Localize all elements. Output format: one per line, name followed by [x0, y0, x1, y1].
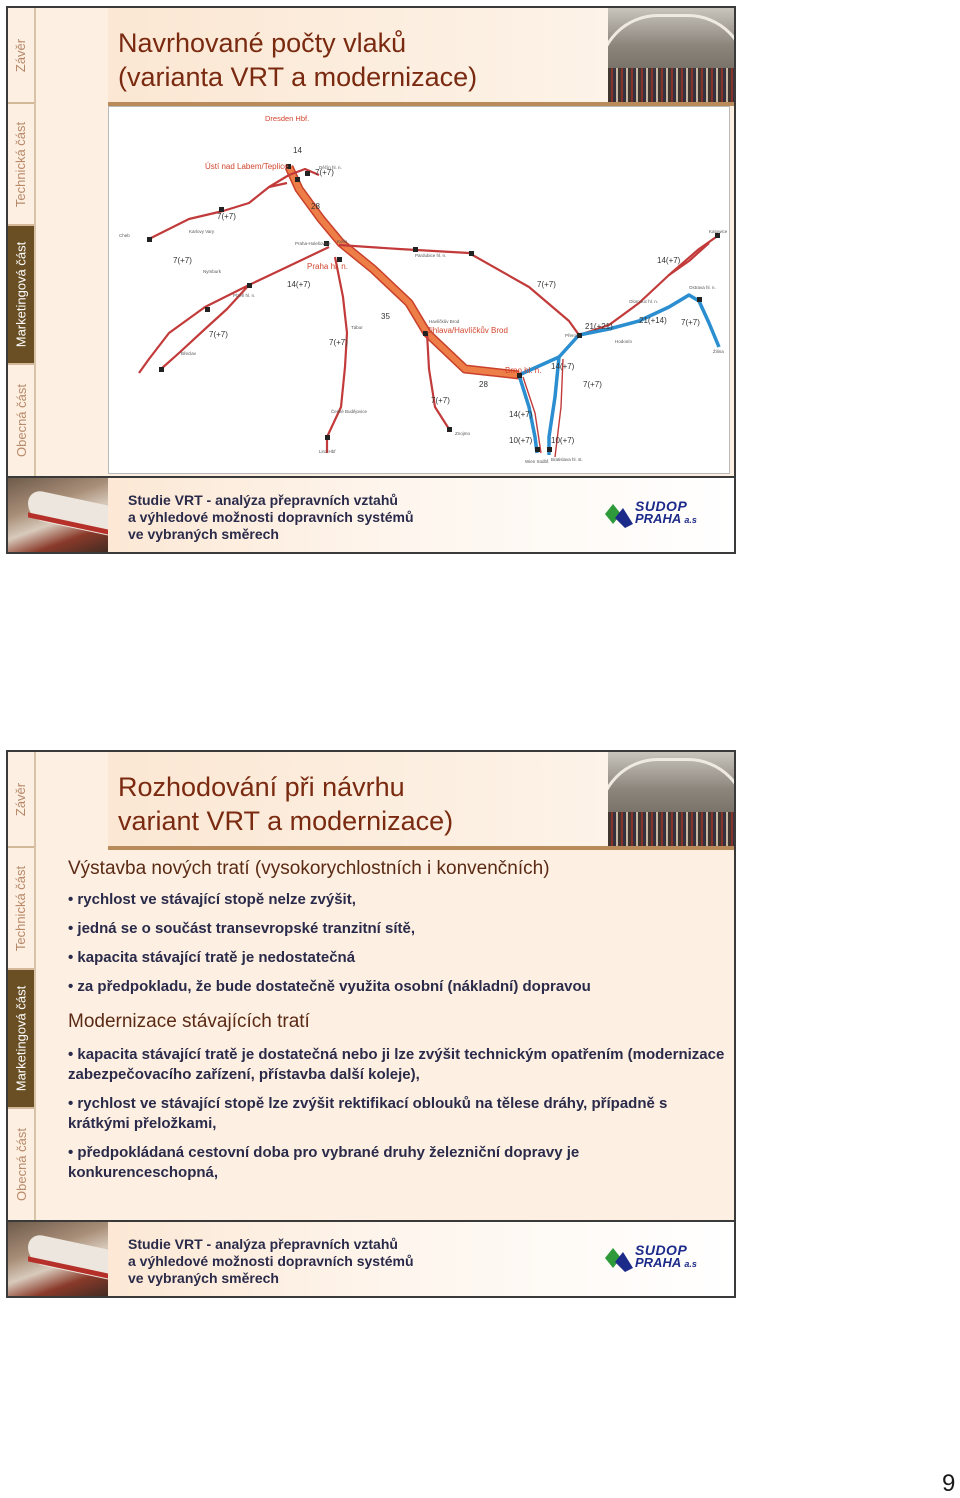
footer-study-title: Studie VRT - analýza přepravních vztahů a výhledové možnosti dopravních systémů ve vybraných směrech	[128, 492, 414, 542]
map-label-znojmo: Znojmo	[455, 431, 471, 436]
count-15: 10(+7)	[509, 436, 533, 445]
map-label-praha-holesovice: Praha-Holešovice	[295, 241, 331, 246]
count-12: 7(+7)	[537, 280, 556, 289]
sidebar-section-general[interactable]: Obecná část	[13, 1127, 29, 1201]
vrt-line-dresden-brno	[289, 167, 519, 375]
map-label-linz: Linz Hbf	[319, 449, 336, 454]
count-11: 28	[479, 380, 488, 389]
line-karlovy-vary	[149, 183, 287, 239]
count-3: 28	[311, 202, 320, 211]
map-label-breclav: Břeclav	[181, 351, 197, 356]
heading-modernization: Modernizace stávajících tratí	[68, 1011, 310, 1032]
vrt-line-brno-ostrava	[519, 295, 719, 375]
map-label-pardubice: Pardubice hl. n.	[415, 253, 447, 258]
map-label-havlickuv-brod: Havlíčkův Brod	[429, 319, 460, 324]
slide-title: Navrhované počty vlaků (varianta VRT a modernizace)	[118, 28, 478, 92]
sidebar-section-conclusion[interactable]: Závěr	[13, 38, 29, 72]
sudop-logo-mark-icon	[605, 1244, 635, 1274]
count-1: 14	[293, 146, 302, 155]
map-label-ostrava: Ostrava hl. n.	[689, 285, 716, 290]
map-label-usti: Ústí nad Labem/Teplice	[205, 162, 289, 171]
title-underline	[108, 846, 734, 850]
map-label-olomouc: Olomouc hl. n.	[629, 299, 659, 304]
map-label-ceske-budejovice: České Budějovice	[331, 409, 368, 414]
count-6: 14(+7)	[287, 280, 311, 289]
map-label-zilina: Žilina	[713, 349, 724, 354]
heading-new-lines: Výstavba nových tratí (vysokorychlostních i konvenčních)	[68, 858, 550, 879]
bullet-item: • rychlost ve stávající stopě nelze zvýšit,	[68, 891, 356, 908]
count-16: 10(+7)	[551, 436, 575, 445]
map-label-tabor: Tábor	[351, 325, 363, 330]
sidebar-divider	[34, 8, 36, 476]
map-label-prerov: Přerov	[565, 333, 579, 338]
bullet-item: • kapacita stávající tratě je dostatečná nebo ji lze zvýšit technickým opatřením (modernizace zabezpečovacího zařízení, přístavba další koleje),	[68, 1046, 725, 1083]
section-sidebar	[8, 752, 34, 1220]
count-9: 35	[381, 312, 390, 321]
sudop-logo-mark-icon	[605, 500, 635, 530]
bullet-item: • kapacita stávající tratě je nedostatečná	[68, 949, 356, 966]
railway-map	[108, 106, 730, 474]
station-photo	[608, 8, 734, 102]
count-8: 7(+7)	[329, 338, 348, 347]
count-4: 7(+7)	[217, 212, 236, 221]
sidebar-section-conclusion[interactable]: Závěr	[13, 782, 29, 816]
map-label-cheb: Cheb	[119, 233, 130, 238]
count-19: 21(+14)	[639, 316, 667, 325]
count-2: 7(+7)	[315, 168, 334, 177]
count-21: 7(+7)	[681, 318, 700, 327]
sidebar-section-general[interactable]: Obecná část	[13, 383, 29, 457]
section-sidebar	[8, 8, 34, 476]
map-label-bratislava: Bratislava hl. st.	[551, 457, 583, 462]
sidebar-section-marketing[interactable]: Marketingová část	[8, 226, 34, 363]
map-label-karlovy-vary: Karlovy Vary	[189, 229, 215, 234]
map-label-kolin: Kolín	[337, 239, 348, 244]
map-label-plzen: Plzeň hl. n.	[233, 293, 256, 298]
count-5: 7(+7)	[173, 256, 192, 265]
sidebar-divider	[34, 752, 36, 1220]
sudop-logo: SUDOP PRAHA a.s	[605, 1242, 715, 1278]
line-praha-plzen-cheb	[139, 247, 329, 373]
map-label-praha: Praha hl. n.	[307, 262, 348, 271]
line-praha-ceske-budejovice	[327, 257, 347, 453]
bullet-item: • předpokládaná cestovní doba pro vybrané druhy železniční dopravy je konkurenceschopná,	[68, 1144, 580, 1181]
map-label-decin: Děčín hl. n.	[319, 165, 342, 170]
slide-title: Rozhodování při návrhu variant VRT a modernizace)	[118, 772, 454, 836]
count-14: 14(+7)	[509, 410, 533, 419]
map-label-katowice: Katowice	[709, 229, 728, 234]
slide-content	[68, 858, 728, 1192]
map-label-brno: Brno hl. n.	[505, 366, 542, 375]
count-13: 14(+7)	[551, 362, 575, 371]
page-number: 9	[942, 1470, 956, 1497]
sidebar-section-technical[interactable]: Technická část	[13, 121, 29, 207]
slide-footer	[8, 1220, 734, 1296]
map-label-jihlava: Jihlava/Havlíčkův Brod	[427, 326, 508, 335]
count-17: 7(+7)	[583, 380, 602, 389]
map-label-hodonin: Hodonín	[615, 339, 633, 344]
slide-decision-variants	[6, 750, 736, 1298]
station-photo	[608, 752, 734, 846]
sidebar-section-technical[interactable]: Technická část	[13, 865, 29, 951]
bullet-item: • jedná se o součást transevropské tranzitní sítě,	[68, 920, 416, 937]
sudop-logo: SUDOP PRAHA a.s	[605, 498, 715, 534]
map-label-nymburk: Nymburk	[203, 269, 222, 274]
map-label-dresden: Dresden Hbf.	[265, 114, 310, 123]
count-20: 14(+7)	[657, 256, 681, 265]
slide-train-counts	[6, 6, 736, 554]
train-photo	[8, 1222, 108, 1298]
count-7: 7(+7)	[209, 330, 228, 339]
bullet-item: • rychlost ve stávající stopě lze zvýšit rektifikací oblouků na tělese dráhy, případně s krátkými přeložkami,	[68, 1095, 668, 1132]
map-label-wien: Wien Südbf.	[525, 459, 550, 464]
slide-footer	[8, 476, 734, 552]
bullet-item: • za předpokladu, že bude dostatečně využita osobní (nákladní) dopravou	[68, 978, 591, 995]
count-10: 7(+7)	[431, 396, 450, 405]
sidebar-section-marketing[interactable]: Marketingová část	[8, 970, 34, 1107]
count-18: 21(+21)	[585, 322, 613, 331]
train-photo	[8, 478, 108, 554]
footer-study-title: Studie VRT - analýza přepravních vztahů a výhledové možnosti dopravních systémů ve vybraných směrech	[128, 1236, 414, 1286]
